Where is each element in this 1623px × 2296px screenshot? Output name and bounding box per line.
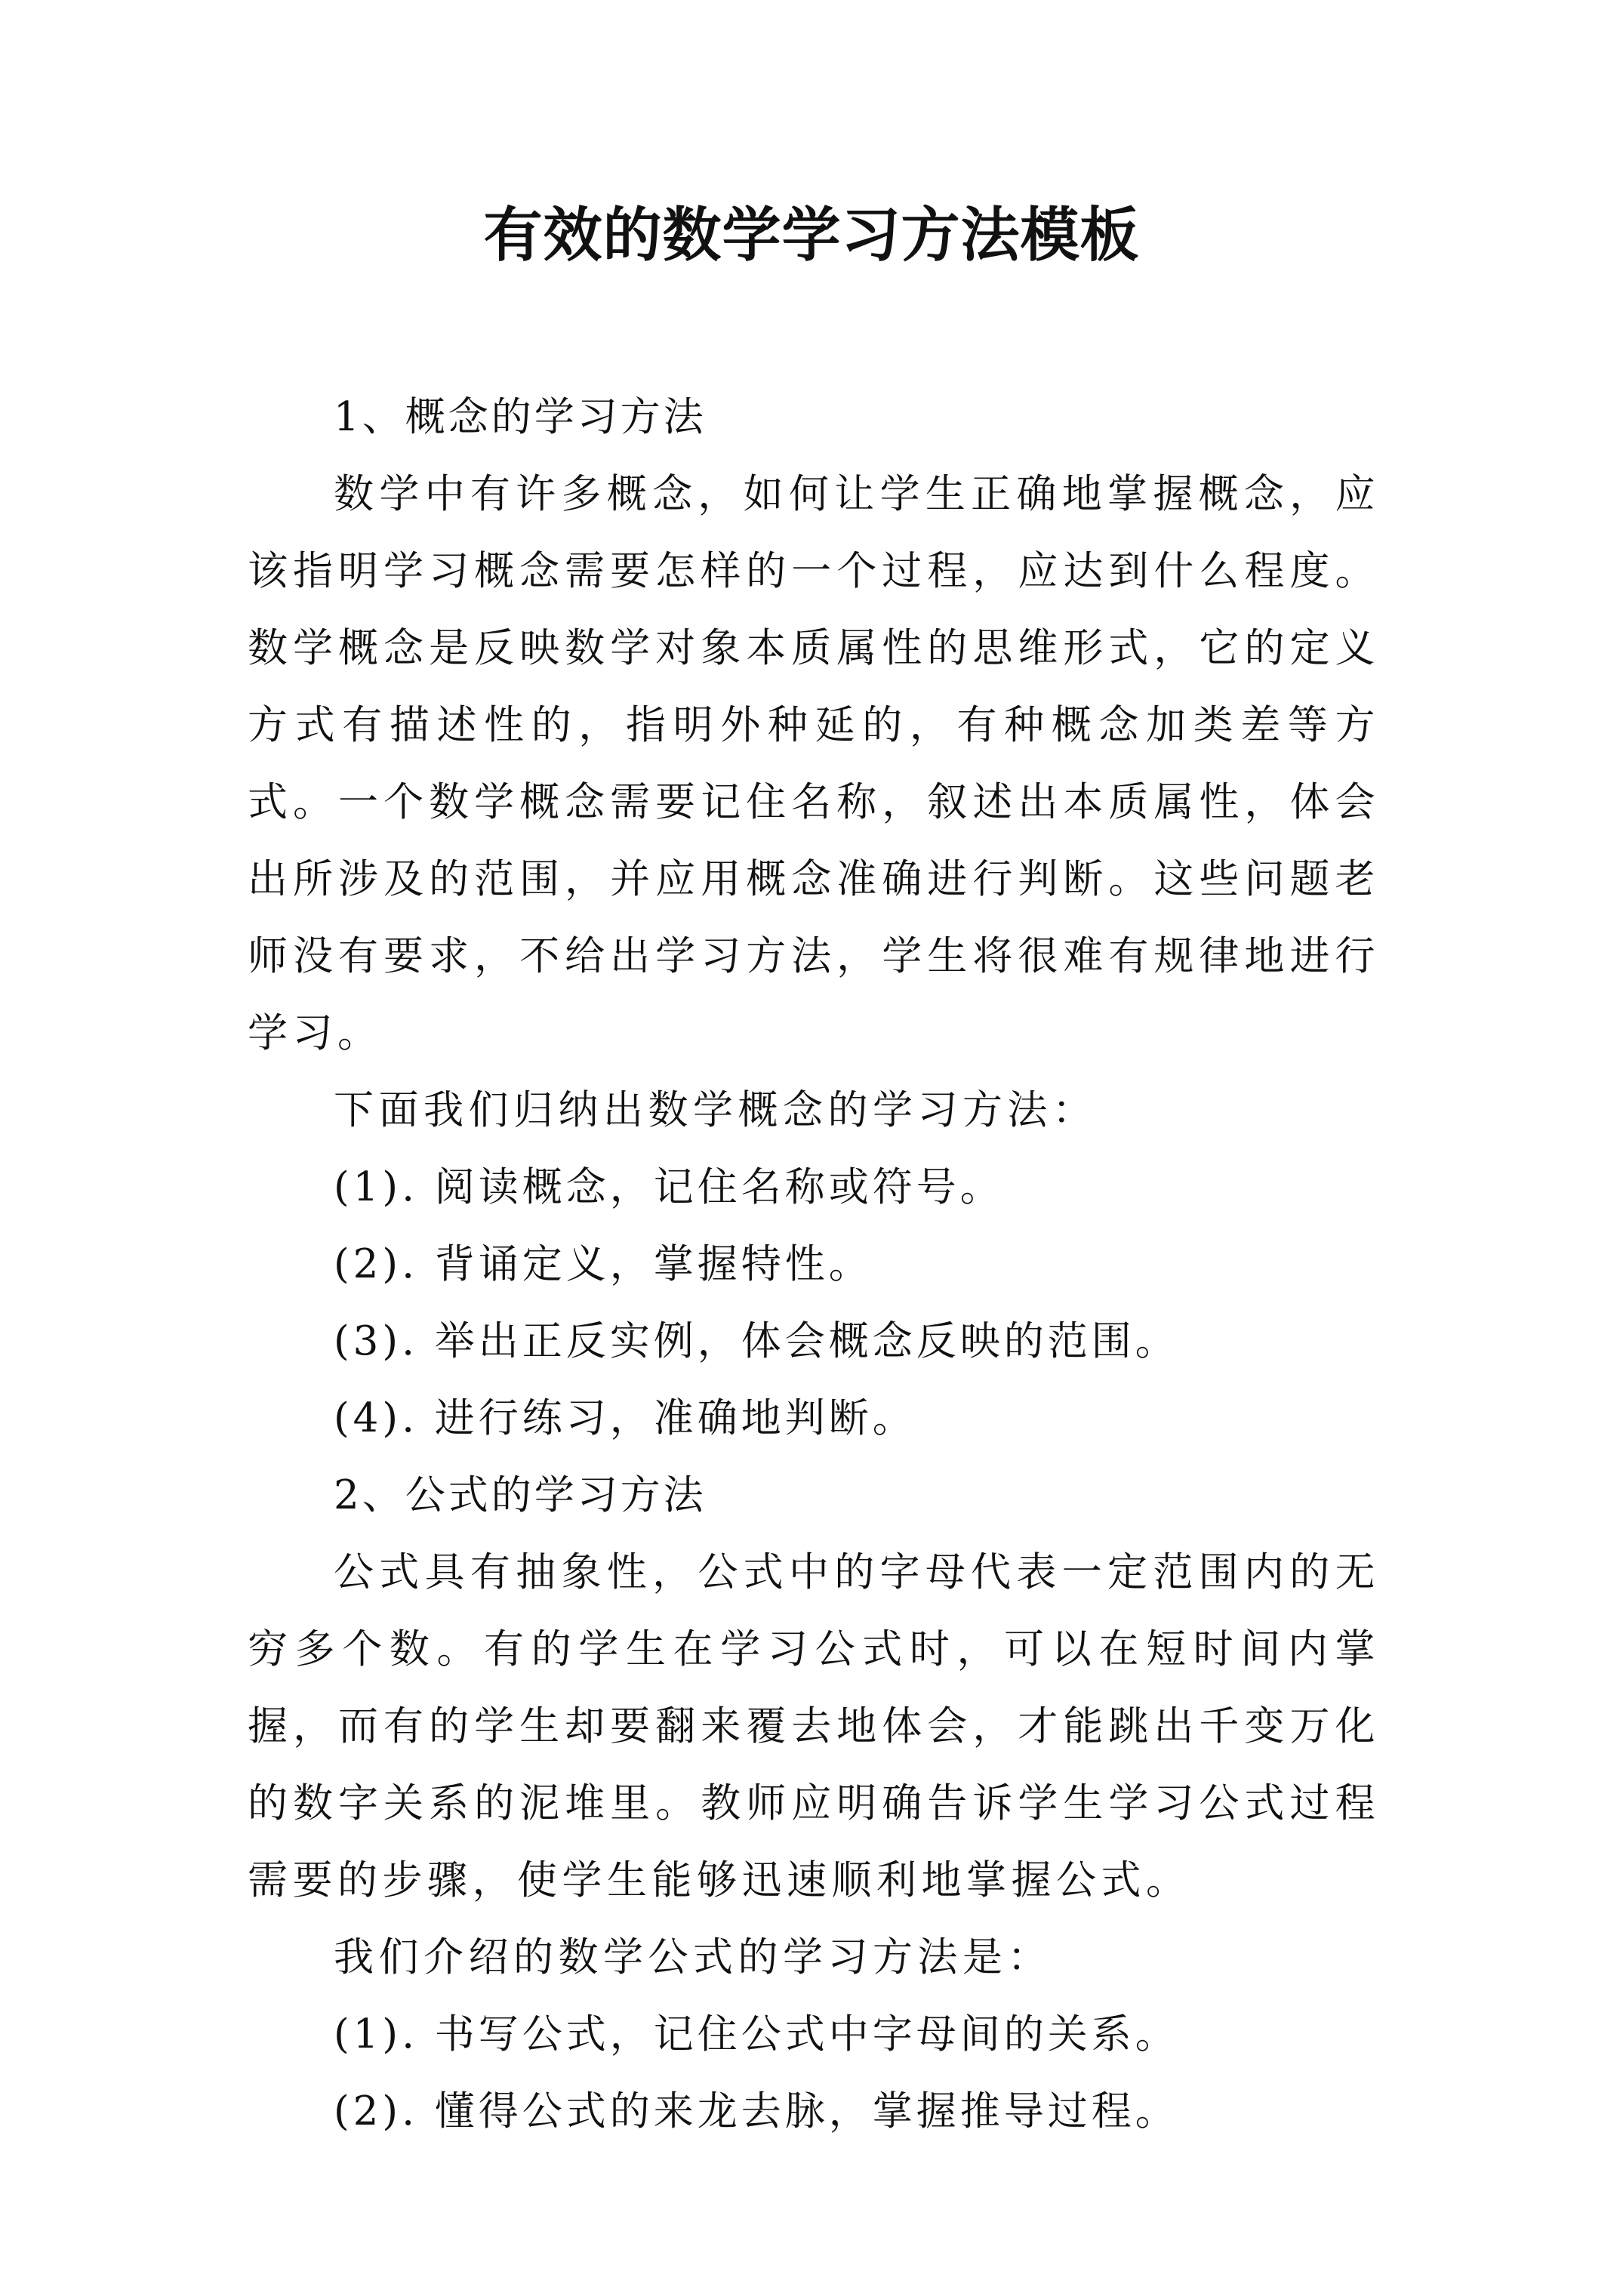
body-paragraph: 下面我们归纳出数学概念的学习方法：: [334, 1087, 1098, 1133]
list-item: (2). 背诵定义，掌握特性。: [334, 1241, 873, 1287]
body-paragraph: 数学中有许多概念，如何让学生正确地掌握概念，应该指明学习概念需要怎样的一个过程，应达到什么程度。数学概念是反映数学对象本质属性的思维形式，它的定义方式有描述性的，指明外种延的，有种概念加类差等方式。一个数学概念需要记住名称，叙述出本质属性，体会出所涉及的范围，并应用概念准确进行判断。这些问题老师没有要求，不给出学习方法，学生将很难有规律地进行学习。: [248, 471, 1380, 1056]
list-item: (2). 懂得公式的来龙去脉，掌握推导过程。: [334, 2088, 1179, 2134]
body-paragraph: 我们介绍的数学公式的学习方法是：: [334, 1934, 1052, 1980]
section-heading: 2、公式的学习方法: [334, 1472, 707, 1518]
document-title: 有效的数学学习方法模板: [483, 201, 1140, 270]
list-item: (4). 进行练习，准确地判断。: [334, 1395, 916, 1441]
list-item: (3). 举出正反实例，体会概念反映的范围。: [334, 1318, 1179, 1364]
list-item: (1). 书写公式，记住公式中字母间的关系。: [334, 2011, 1179, 2057]
body-paragraph: 公式具有抽象性，公式中的字母代表一定范围内的无穷多个数。有的学生在学习公式时，可以在短时间内掌握，而有的学生却要翻来覆去地体会，才能跳出千变万化的数字关系的泥堆里。教师应明确告诉学生学习公式过程需要的步骤，使学生能够迅速顺利地掌握公式。: [248, 1549, 1380, 1903]
list-item: (1). 阅读概念，记住名称或符号。: [334, 1164, 1004, 1210]
section-heading: 1、概念的学习方法: [334, 394, 707, 440]
document-body: [248, 379, 1380, 2150]
